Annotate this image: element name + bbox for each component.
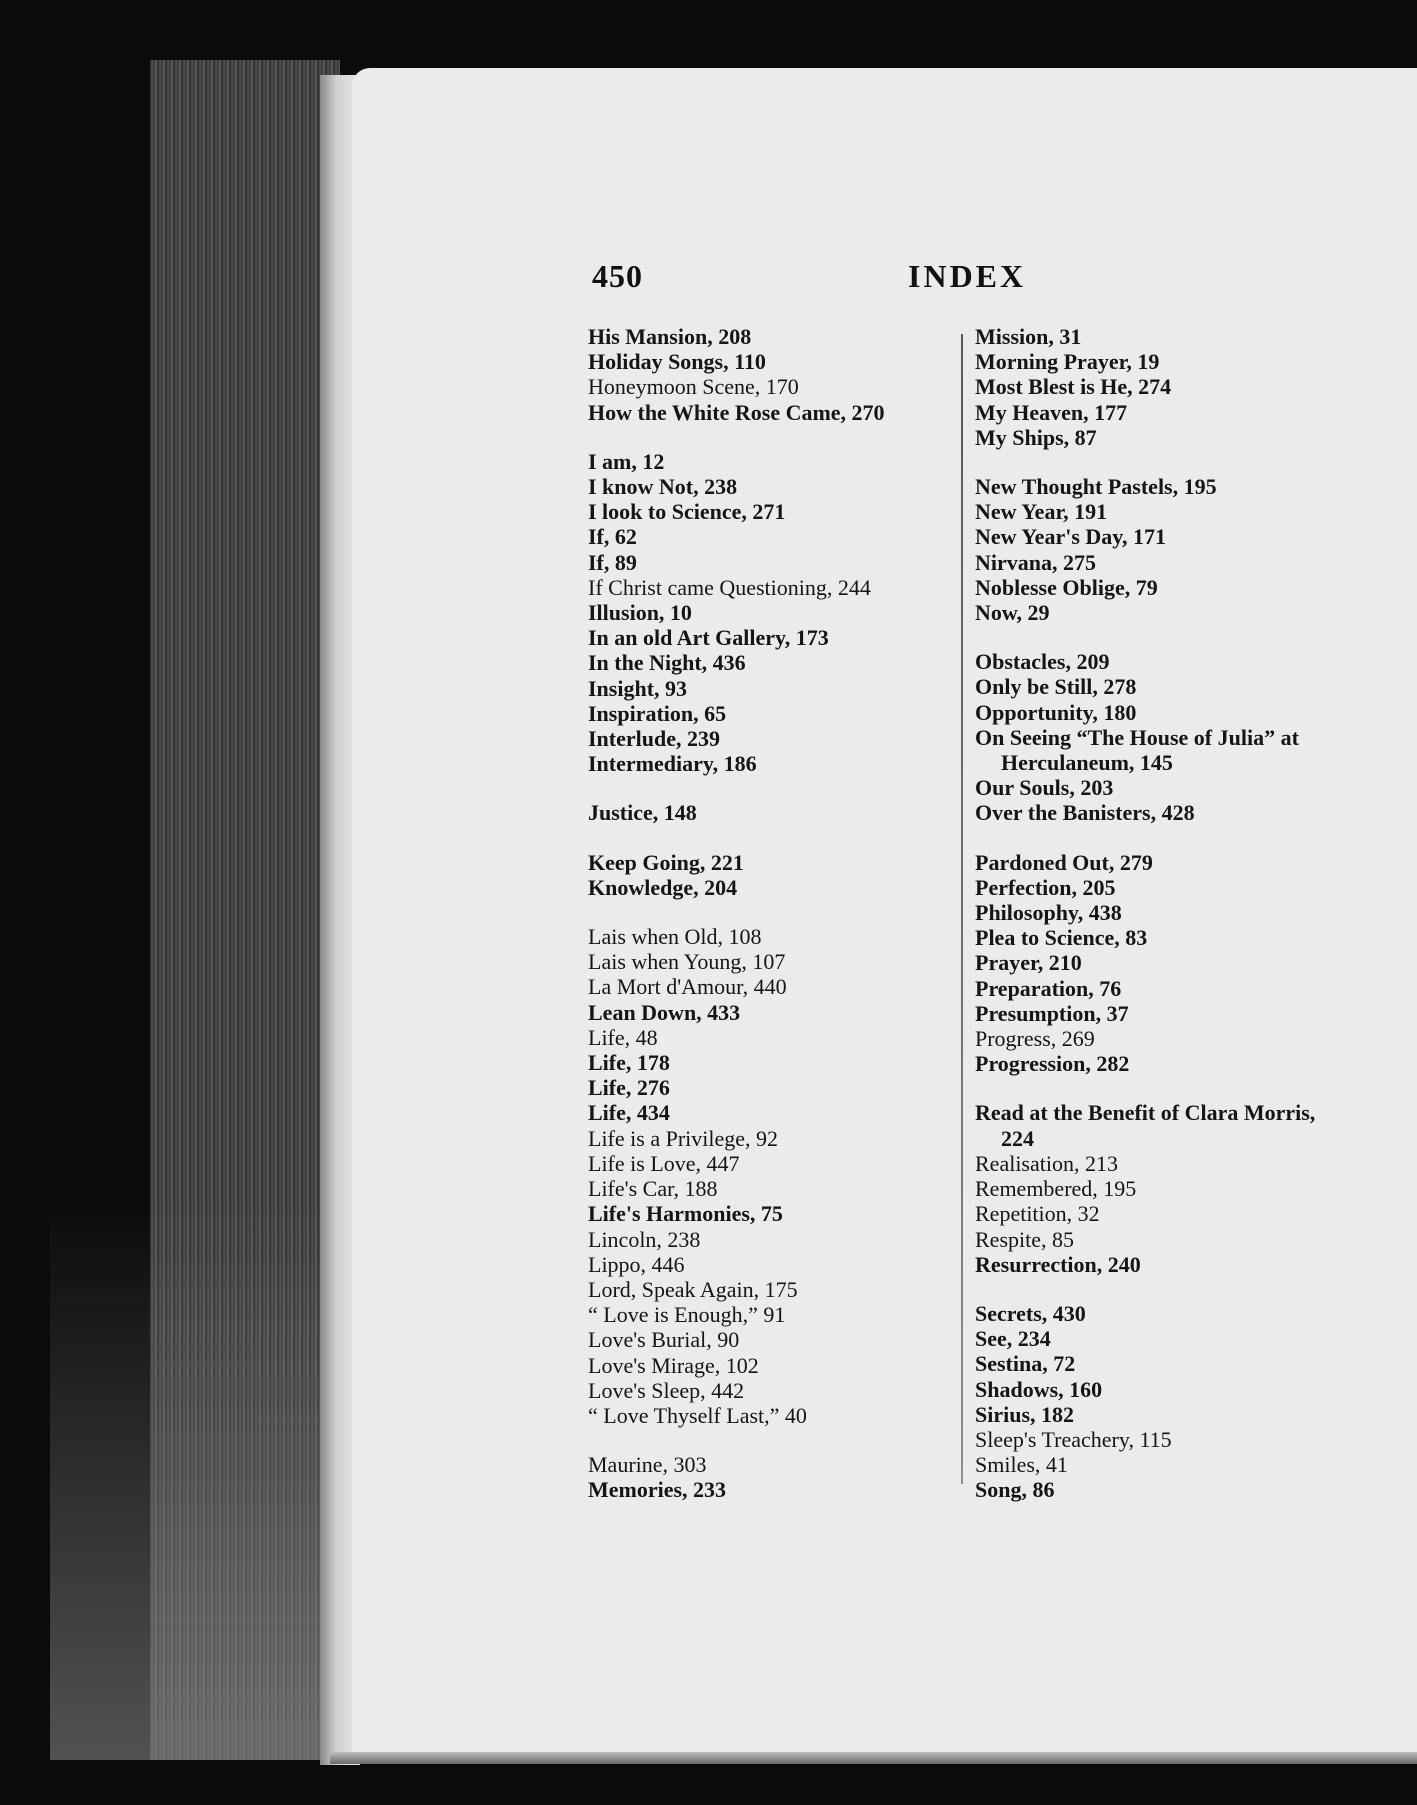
index-entry: Life, 178 [588, 1050, 670, 1076]
index-entry: Plea to Science, 83 [975, 925, 1148, 951]
index-entry: “ Love Thyself Last,” 40 [588, 1402, 807, 1428]
index-entry: Pardoned Out, 279 [975, 849, 1153, 875]
index-entry: On Seeing “The House of Julia” at Herculaneum, 145 [975, 724, 1299, 776]
index-column-right [975, 324, 1345, 1527]
index-entry: Resurrection, 240 [975, 1251, 1141, 1277]
index-entry: Inspiration, 65 [588, 700, 727, 726]
index-entry: “ Love is Enough,” 91 [588, 1302, 786, 1328]
index-entry: Memories, 233 [588, 1477, 727, 1503]
index-entry: Holiday Songs, 110 [588, 349, 766, 375]
index-entry: Keep Going, 221 [588, 849, 744, 875]
index-entry: Song, 86 [975, 1477, 1055, 1503]
index-entry: Repetition, 32 [975, 1201, 1100, 1227]
index-entry: New Year's Day, 171 [975, 524, 1167, 550]
index-entry: Read at the Benefit of Clara Morris, 224 [975, 1100, 1316, 1151]
index-entry: Only be Still, 278 [975, 674, 1137, 700]
page-title: INDEX [908, 258, 1027, 294]
fore-edge-glare [50, 1200, 350, 1760]
index-entry: La Mort d'Amour, 440 [588, 974, 787, 1000]
index-entry: I look to Science, 271 [588, 499, 786, 525]
index-entry: Life is a Privilege, 92 [588, 1125, 779, 1151]
index-entry: If, 62 [588, 524, 637, 550]
index-entry: Maurine, 303 [588, 1452, 707, 1478]
index-letter-group [975, 1301, 1345, 1503]
index-entry: Morning Prayer, 19 [975, 349, 1160, 375]
index-entry: Lippo, 446 [588, 1251, 685, 1277]
index-entry: Opportunity, 180 [975, 699, 1137, 725]
index-entry: Philosophy, 438 [975, 900, 1122, 926]
column-divider [961, 334, 963, 1484]
index-entry: Life, 434 [588, 1100, 670, 1126]
index-letter-group [588, 449, 968, 777]
index-entry: Most Blest is He, 274 [975, 374, 1172, 400]
page-bottom-edge [330, 1752, 1417, 1764]
index-letter-group [588, 800, 968, 825]
index-entry: Sestina, 72 [975, 1351, 1076, 1377]
index-letter-group [588, 850, 968, 900]
index-letter-group [588, 1452, 968, 1502]
index-entry: Life's Car, 188 [588, 1176, 718, 1202]
index-entry: Life's Harmonies, 75 [588, 1201, 783, 1227]
index-entry: His Mansion, 208 [588, 324, 752, 349]
index-entry: I know Not, 238 [588, 474, 738, 500]
index-entry: Lincoln, 238 [588, 1226, 701, 1252]
index-entry: Love's Burial, 90 [588, 1327, 740, 1353]
index-entry: New Year, 191 [975, 499, 1108, 525]
index-entry: Our Souls, 203 [975, 775, 1114, 801]
index-column-left [588, 324, 968, 1527]
index-entry: Interlude, 239 [588, 726, 720, 752]
index-entry: My Heaven, 177 [975, 399, 1128, 425]
index-entry: Love's Mirage, 102 [588, 1352, 759, 1378]
index-entry: Sleep's Treachery, 115 [975, 1426, 1172, 1452]
index-entry: See, 234 [975, 1326, 1051, 1352]
index-entry: If Christ came Questioning, 244 [588, 574, 871, 600]
index-letter-group [975, 1100, 1345, 1276]
index-entry: Noblesse Oblige, 79 [975, 574, 1158, 600]
index-entry: Progression, 282 [975, 1051, 1130, 1077]
index-letter-group [588, 924, 968, 1428]
index-entry: I am, 12 [588, 448, 665, 474]
index-entry: In the Night, 436 [588, 650, 746, 676]
running-head [0, 258, 1417, 298]
index-entry: Smiles, 41 [975, 1452, 1068, 1478]
index-entry: Mission, 31 [975, 324, 1082, 349]
index-entry: New Thought Pastels, 195 [975, 474, 1217, 500]
index-letter-group [975, 474, 1345, 625]
index-letter-group [975, 850, 1345, 1077]
index-entry: Over the Banisters, 428 [975, 800, 1195, 826]
index-entry: Progress, 269 [975, 1026, 1095, 1052]
index-entry: Sirius, 182 [975, 1401, 1075, 1427]
page-number: 450 [592, 258, 643, 294]
index-entry: Illusion, 10 [588, 600, 692, 626]
index-entry: Life is Love, 447 [588, 1150, 740, 1176]
index-entry: Realisation, 213 [975, 1150, 1118, 1176]
index-entry: In an old Art Gallery, 173 [588, 625, 829, 651]
index-entry: Life, 276 [588, 1075, 670, 1101]
index-entry: Now, 29 [975, 600, 1050, 626]
index-entry: Perfection, 205 [975, 874, 1116, 900]
index-entry: Knowledge, 204 [588, 874, 738, 900]
index-letter-group [975, 649, 1345, 825]
index-entry: Life, 48 [588, 1024, 658, 1050]
index-entry: If, 89 [588, 549, 637, 575]
index-entry: Respite, 85 [975, 1226, 1074, 1252]
index-entry: Nirvana, 275 [975, 549, 1096, 575]
index-entry: My Ships, 87 [975, 424, 1097, 450]
index-entry: Insight, 93 [588, 675, 688, 701]
index-entry: Intermediary, 186 [588, 751, 757, 777]
index-entry: Lais when Old, 108 [588, 924, 762, 950]
index-entry: Obstacles, 209 [975, 649, 1110, 675]
index-entry: Lean Down, 433 [588, 999, 741, 1025]
index-entry: Presumption, 37 [975, 1000, 1129, 1026]
index-entry: Lais when Young, 107 [588, 949, 786, 975]
index-letter-group [975, 324, 1345, 450]
index-entry: Justice, 148 [588, 800, 697, 826]
index-entry: Prayer, 210 [975, 950, 1082, 976]
index-entry: How the White Rose Came, 270 [588, 399, 885, 425]
index-entry: Love's Sleep, 442 [588, 1377, 745, 1403]
index-entry: Shadows, 160 [975, 1376, 1103, 1402]
index-entry: Honeymoon Scene, 170 [588, 374, 799, 400]
index-entry: Preparation, 76 [975, 975, 1122, 1001]
index-entry: Secrets, 430 [975, 1300, 1086, 1326]
index-entry: Lord, Speak Again, 175 [588, 1276, 798, 1302]
index-letter-group [588, 324, 968, 425]
index-entry: Remembered, 195 [975, 1176, 1137, 1202]
